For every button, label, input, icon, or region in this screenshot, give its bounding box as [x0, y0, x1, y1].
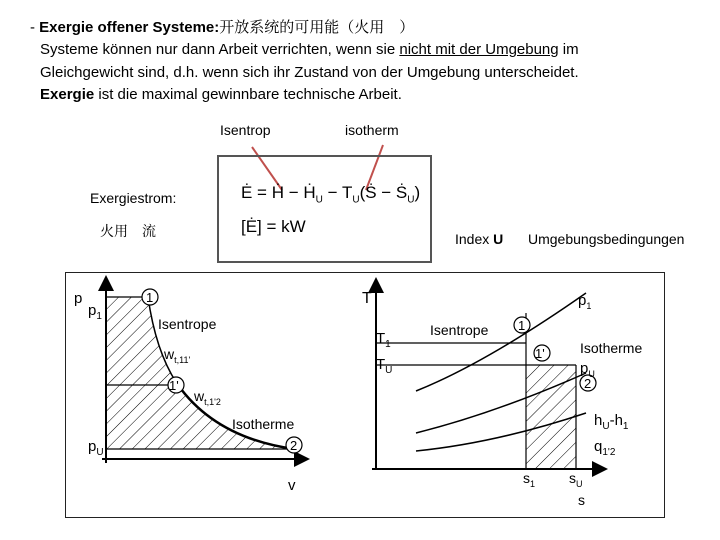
isentrop-label: Isentrop — [220, 122, 271, 138]
paragraph-line-2: Gleichgewicht sind, d.h. wenn sich ihr Zustand von der Umgebung unterscheidet. — [40, 64, 579, 81]
heading-prefix: - — [30, 19, 40, 36]
formula-box — [217, 155, 432, 263]
formula-part-3: (Ṡ − Ṡ — [359, 183, 408, 202]
ts-label-isentrope: Isentrope — [430, 322, 489, 338]
ts-label-isotherme: Isotherme — [580, 340, 643, 356]
unit-eq: = kW — [261, 217, 306, 236]
pv-label-isentrope: Isentrope — [158, 316, 217, 332]
ts-point-1prime: 1' — [535, 346, 545, 361]
heading-bold: Exergie offener Systeme: — [39, 19, 220, 36]
pv-label-pu: $p_U$ — [88, 438, 104, 458]
isotherm-label: isotherm — [345, 122, 399, 138]
heading-chinese: 开放系统的可用能（火用 ） — [219, 19, 415, 36]
pv-point-2: 2 — [290, 438, 298, 453]
para-exergie-bold: Exergie — [40, 86, 95, 103]
ts-point-2: 2 — [584, 376, 592, 391]
index-prefix: Index — [455, 231, 494, 247]
formula-sub-1: U — [315, 194, 323, 206]
pv-diagram — [74, 283, 302, 494]
ts-tick-s1: $s_1$ — [523, 470, 536, 489]
formula-sub-3: U — [407, 194, 415, 206]
pv-label-p: p — [74, 290, 83, 307]
ts-label-q12: $q_{1'2}$ — [594, 438, 616, 458]
ts-diagram — [362, 285, 642, 508]
para-line3-rest: ist die maximal gewinnbare technische Arbeit. — [94, 86, 402, 103]
formula-part-4: ) — [414, 183, 421, 202]
index-u: U — [493, 231, 504, 247]
unit-bracket: [Ė] — [241, 217, 262, 236]
pv-label-w11: $w_{t,11'}$ — [164, 346, 191, 365]
diagrams-box — [65, 272, 665, 518]
exergy-formula — [241, 183, 420, 205]
para-line1-underlined: nicht mit der Umgebung — [399, 41, 559, 58]
pv-point-1: 1 — [146, 290, 154, 305]
pv-label-p1: $p_1$ — [88, 302, 102, 322]
pv-label-v: v — [288, 477, 296, 494]
ts-label-s: s — [578, 492, 585, 508]
ts-point-1: 1 — [518, 318, 526, 333]
pv-label-isotherme: Isotherme — [232, 416, 295, 432]
ts-tick-su: $s_U$ — [569, 470, 583, 489]
exergiestrom-label: Exergiestrom: — [90, 190, 177, 206]
para-line1-pre: Systeme können nur dann Arbeit verrichten, wenn sie — [40, 41, 400, 58]
ts-label-T: T — [362, 290, 372, 307]
formula-part-2: − T — [322, 183, 353, 202]
ts-label-pu: $p_U$ — [580, 360, 595, 379]
chinese-flow-label: 火用 流 — [100, 223, 156, 239]
formula-sub-2: U — [352, 194, 360, 206]
ts-label-hu-h1: $h_U-h_1$ — [594, 412, 629, 432]
index-description: Umgebungsbedingungen — [528, 231, 685, 247]
unit-formula — [241, 217, 306, 237]
ts-tick-t1: $T_1$ — [376, 330, 391, 350]
pv-area-isentrope — [106, 297, 178, 385]
para-line1-post: im — [558, 41, 579, 58]
index-label — [455, 231, 503, 247]
ts-label-p1: $p_1$ — [578, 292, 592, 311]
formula-part-1: Ė = Ḣ − Ḣ — [241, 183, 316, 202]
diagrams-svg — [66, 273, 666, 519]
ts-tick-tu: $T_U$ — [376, 356, 393, 376]
pv-point-1prime: 1' — [169, 378, 179, 393]
pv-label-w12: $w_{t,1'2}$ — [194, 388, 221, 407]
